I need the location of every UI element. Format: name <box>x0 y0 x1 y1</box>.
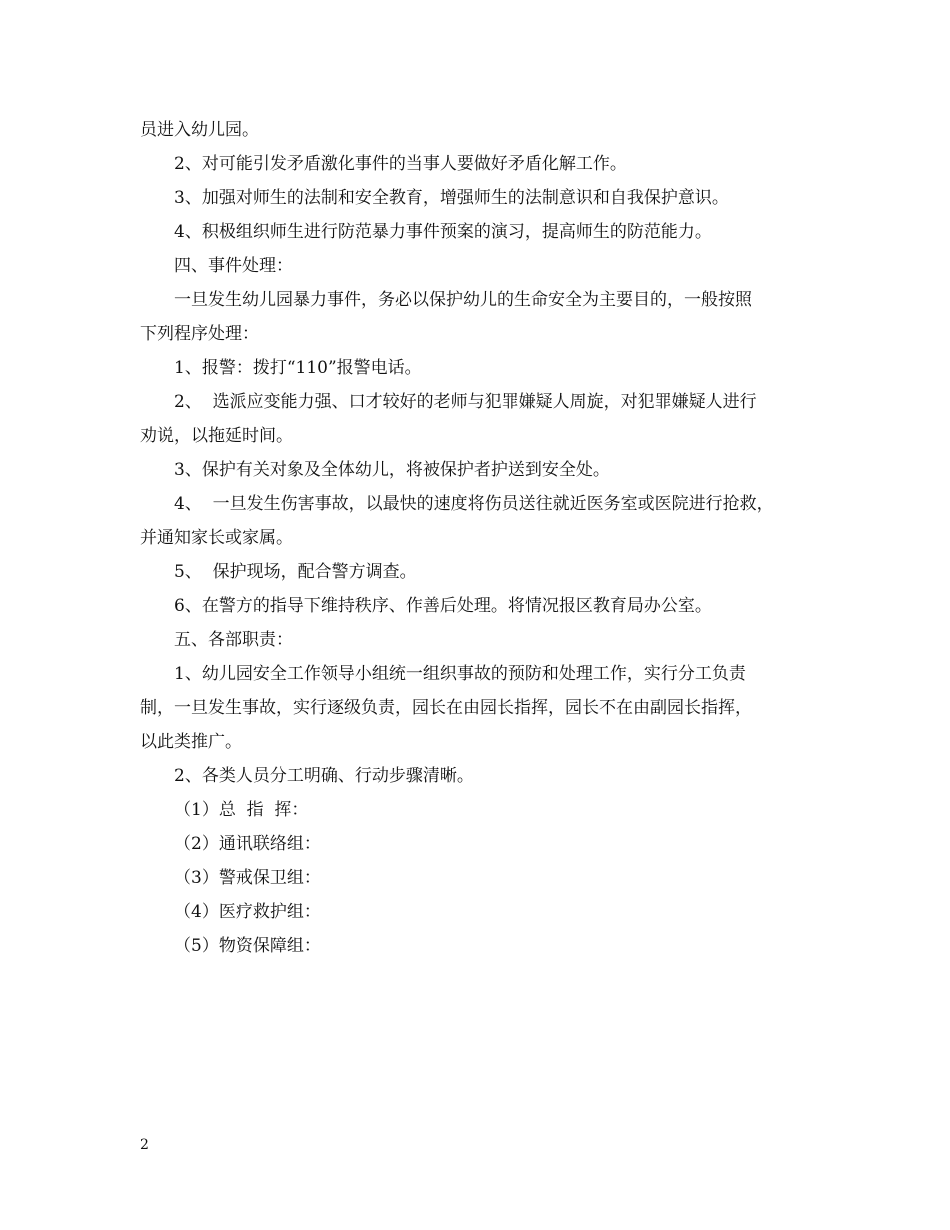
text-line: 6、在警方的指导下维持秩序、作善后处理。将情况报区教育局办公室。 <box>174 596 712 616</box>
text-line: 员进入幼儿园。 <box>140 120 259 140</box>
text-line: 2、各类人员分工明确、行动步骤清晰。 <box>174 766 474 786</box>
text-line: 一旦发生幼儿园暴力事件，务必以保护幼儿的生命安全为主要目的，一般按照 <box>174 290 752 310</box>
text-line: （1）总 指 挥： <box>174 800 309 820</box>
text-line: 2、对可能引发矛盾激化事件的当事人要做好矛盾化解工作。 <box>174 154 627 174</box>
text-line: 1、幼儿园安全工作领导小组统一组织事故的预防和处理工作，实行分工负责 <box>174 664 746 684</box>
text-line: （3）警戒保卫组： <box>174 868 321 888</box>
text-line: （2）通讯联络组： <box>174 834 321 854</box>
text-line: 下列程序处理： <box>140 324 259 344</box>
text-line: 4、 一旦发生伤害事故，以最快的速度将伤员送往就近医务室或医院进行抢救， <box>174 494 774 514</box>
text-line: 四、事件处理： <box>174 256 293 276</box>
text-line: 4、积极组织师生进行防范暴力事件预案的演习，提高师生的防范能力。 <box>174 222 712 242</box>
text-line: 五、各部职责： <box>174 630 293 650</box>
text-line: （5）物资保障组： <box>174 936 321 956</box>
text-line: 制，一旦发生事故，实行逐级负责，园长在由园长指挥，园长不在由副园长指挥， <box>140 698 752 718</box>
text-line: 以此类推广。 <box>140 732 242 752</box>
text-line: 2、 选派应变能力强、口才较好的老师与犯罪嫌疑人周旋，对犯罪嫌疑人进行 <box>174 392 757 412</box>
text-line: 5、 保护现场，配合警方调查。 <box>174 562 417 582</box>
document-body <box>140 113 830 963</box>
text-line: 3、加强对师生的法制和安全教育，增强师生的法制意识和自我保护意识。 <box>174 188 729 208</box>
text-line: 并通知家长或家属。 <box>140 528 293 548</box>
text-line: （4）医疗救护组： <box>174 902 321 922</box>
text-line: 劝说，以拖延时间。 <box>140 426 293 446</box>
page-number: 2 <box>140 1137 149 1153</box>
text-line: 3、保护有关对象及全体幼儿，将被保护者护送到安全处。 <box>174 460 610 480</box>
text-line: 1、报警：拨打“110”报警电话。 <box>174 358 422 378</box>
